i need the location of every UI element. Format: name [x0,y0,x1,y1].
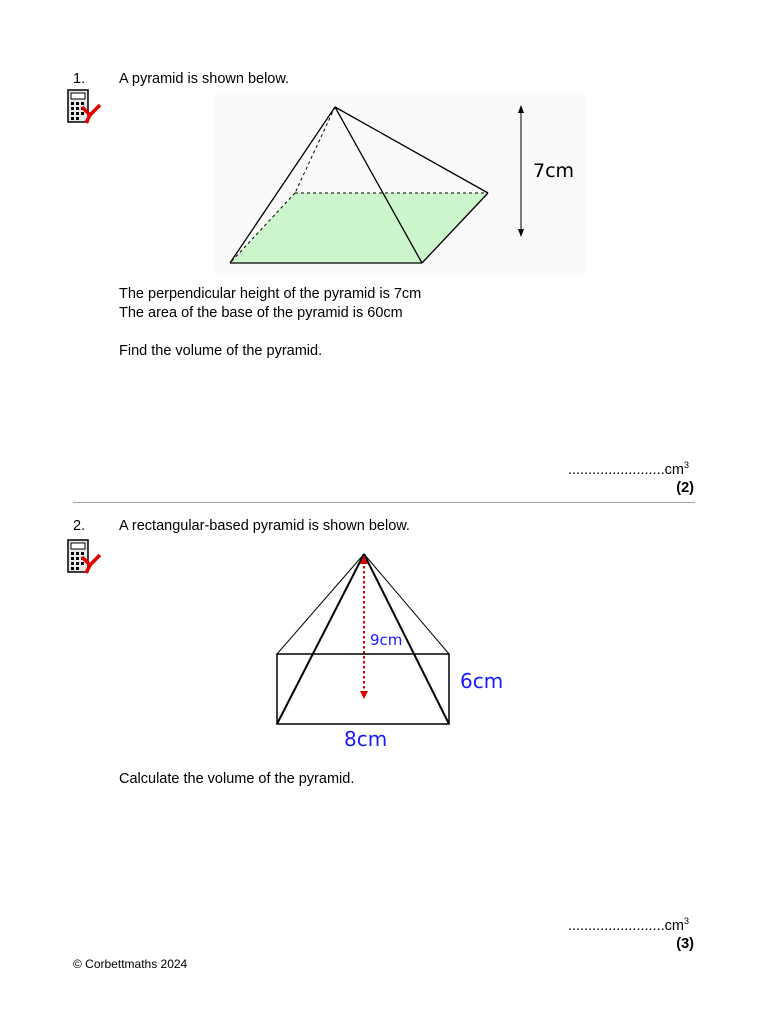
height-label-1: 7cm [533,160,575,182]
question-1-prompt: A pyramid is shown below. [119,71,290,87]
calculator-allowed-icon [66,539,102,575]
pyramid-figure-2 [265,548,515,754]
info-line-height: The perpendicular height of the pyramid is 7cm [119,286,422,302]
answer-unit-2: cm [664,917,684,934]
calculator-allowed-icon [66,89,102,125]
answer-unit-1: cm [664,461,684,478]
marks-2: (3) [676,936,694,952]
height-arrow-2 [360,556,368,699]
marks-1: (2) [676,480,694,496]
pyramid-figure-1 [215,95,585,273]
question-divider [73,502,695,503]
question-1-task: Find the volume of the pyramid. [119,343,323,359]
answer-dots-2: ........................ [567,917,665,934]
question-1-info [119,285,421,323]
question-2-number: 2. [73,518,86,534]
answer-dots-1: ........................ [567,461,665,478]
question-1-number: 1. [73,71,86,87]
height-label-2: 9cm [370,631,403,649]
answer-line-2[interactable]: $........................cm^3$ [567,916,689,934]
question-2-task: Calculate the volume of the pyramid. [119,771,355,787]
footer-copyright: © Corbettmaths 2024 [73,957,188,971]
side-label-2: 6cm [460,669,504,693]
info-line-area: The area of the base of the pyramid is 60cm [119,305,403,321]
base-label-2: 8cm [344,727,388,751]
question-2-prompt: A rectangular-based pyramid is shown below. [119,518,410,534]
answer-line-1[interactable]: $........................cm^3$ [567,460,689,478]
